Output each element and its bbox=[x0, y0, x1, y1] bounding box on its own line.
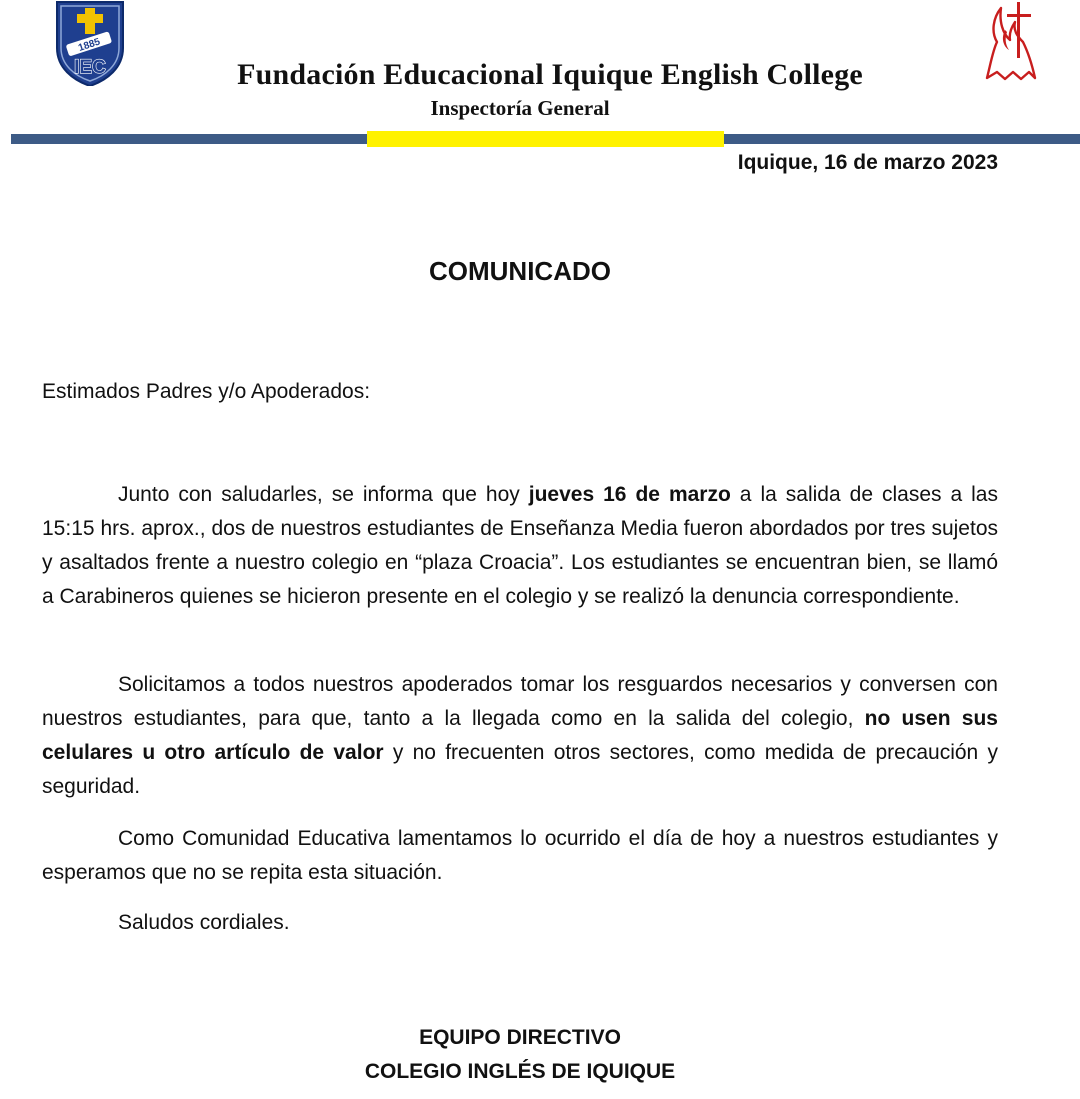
band-blue-right bbox=[724, 134, 1080, 144]
paragraph-text: Junto con saludarles, se informa que hoy bbox=[118, 483, 529, 506]
crest-initials-text: IEC bbox=[74, 57, 106, 78]
document-title: COMUNICADO bbox=[429, 256, 611, 286]
paragraph-text: y no frecuenten otros sectores, como medida de precaución y seguridad. bbox=[42, 741, 998, 798]
paragraph-community: Como Comunidad Educativa lamentamos lo ocurrido el día de hoy a nuestros estudiantes y esperamos que no se repita esta situación. bbox=[42, 827, 998, 884]
department-name: Inspectoría General bbox=[430, 96, 610, 120]
crest-year-text: 1885 bbox=[77, 36, 102, 54]
organization-name: Fundación Educacional Iquique English College bbox=[237, 58, 863, 91]
date-line: Iquique, 16 de marzo 2023 bbox=[737, 151, 998, 174]
greeting: Estimados Padres y/o Apoderados: bbox=[42, 380, 371, 403]
paragraph-incident bbox=[42, 478, 998, 614]
paragraph-request bbox=[42, 668, 998, 804]
letterhead-color-band bbox=[11, 131, 1080, 147]
paragraph-text: a la salida de clases a las 15:15 hrs. aprox., dos de nuestros estudiantes de Enseñanza Media fueron abordados por tres sujetos y asaltados frente a nuestro colegio en “plaza Croacia”. Los estudiantes se encuentran bien, se llamó a Carabineros quienes se hicieron presente en el colegio y se realizó la denuncia correspondiente. bbox=[42, 483, 998, 608]
paragraph-closing: Saludos cordiales. bbox=[118, 911, 290, 934]
band-yellow-center bbox=[367, 131, 724, 147]
signature-line-2: COLEGIO INGLÉS DE IQUIQUE bbox=[364, 1060, 676, 1083]
signature-line-1: EQUIPO DIRECTIVO bbox=[419, 1026, 621, 1049]
paragraph-bold-text: no usen sus celulares u otro artículo de valor bbox=[42, 707, 998, 764]
band-blue-left bbox=[11, 134, 367, 144]
paragraph-bold-text: jueves 16 de marzo bbox=[528, 483, 731, 506]
paragraph-text: Solicitamos a todos nuestros apoderados tomar los resguardos necesarios y conversen con nuestros estudiantes, para que, tanto a la llegada como en la salida del colegio, bbox=[42, 673, 998, 730]
